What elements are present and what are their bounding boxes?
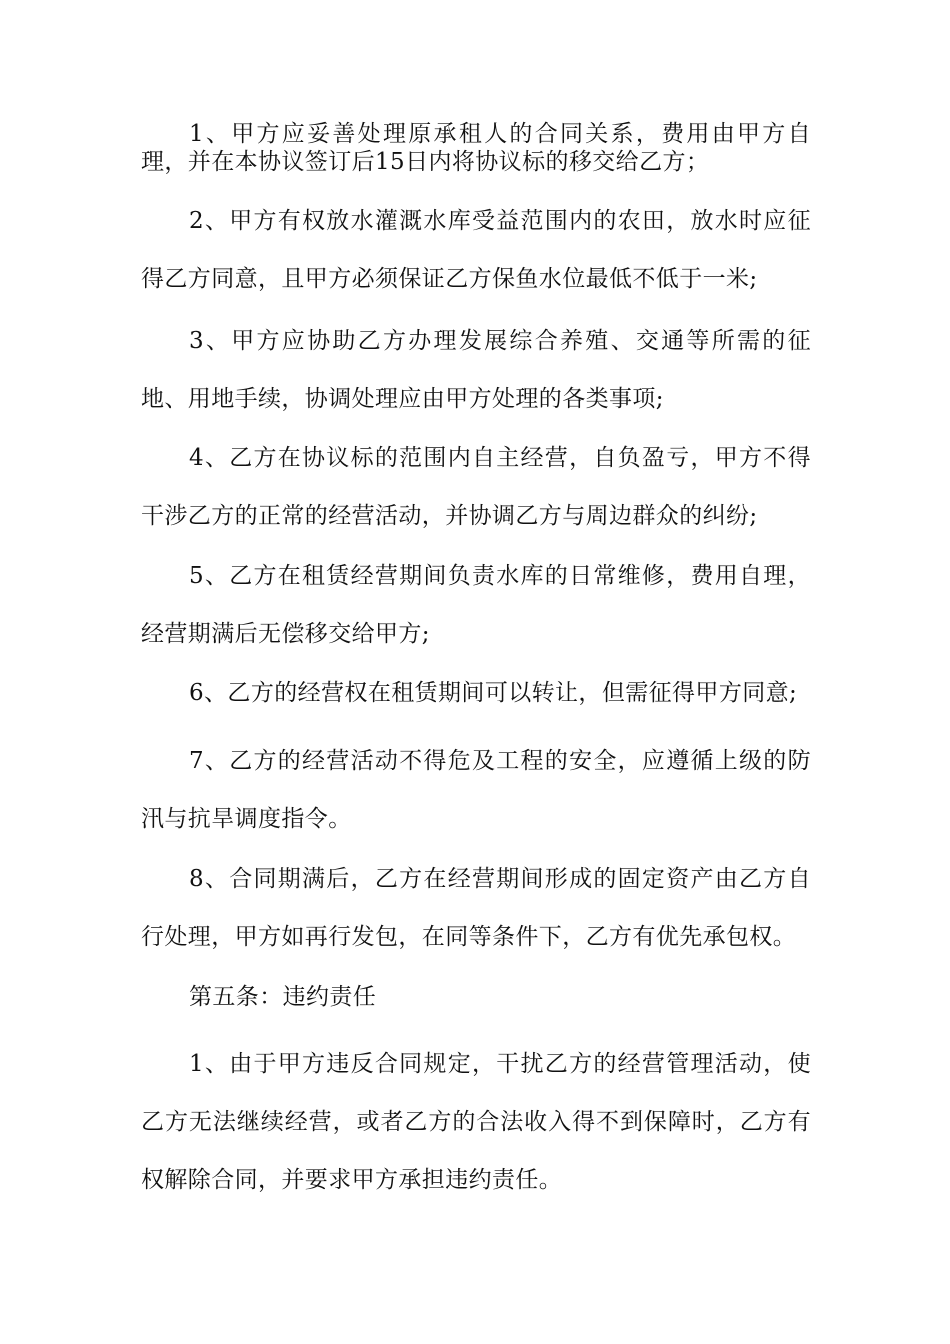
clause-6-paragraph: 6、乙方的经营权在租赁期间可以转让，但需征得甲方同意;	[189, 680, 798, 706]
clause-4-paragraph: 4、乙方在协议标的范围内自主经营，自负盈亏，甲方不得干涉乙方的正常的经营活动，并协调乙方与周边群众的纠纷;	[141, 445, 811, 529]
clause-3-paragraph: 3、甲方应协助乙方办理发展综合养殖、交通等所需的征地、用地手续，协调处理应由甲方处理的各类事项;	[141, 328, 811, 412]
article-5-clause-1-paragraph: 1、由于甲方违反合同规定，干扰乙方的经营管理活动，使乙方无法继续经营，或者乙方的合法收入得不到保障时，乙方有权解除合同，并要求甲方承担违约责任。	[141, 1051, 811, 1193]
clause-5-paragraph: 5、乙方在租赁经营期间负责水库的日常维修，费用自理，经营期满后无偿移交给甲方;	[141, 563, 811, 647]
clause-8-paragraph: 8、合同期满后，乙方在经营期间形成的固定资产由乙方自行处理，甲方如再行发包，在同等条件下，乙方有优先承包权。	[141, 866, 811, 950]
clause-7-paragraph: 7、乙方的经营活动不得危及工程的安全，应遵循上级的防汛与抗旱调度指令。	[141, 748, 811, 832]
clause-2-paragraph: 2、甲方有权放水灌溉水库受益范围内的农田，放水时应征得乙方同意，且甲方必须保证乙方保鱼水位最低不低于一米;	[141, 208, 811, 292]
clause-1-paragraph: 1、甲方应妥善处理原承租人的合同关系，费用由甲方自理，并在本协议签订后15日内将协议标的移交给乙方；	[141, 121, 811, 175]
section-heading-article-5: 第五条：违约责任	[189, 984, 377, 1010]
